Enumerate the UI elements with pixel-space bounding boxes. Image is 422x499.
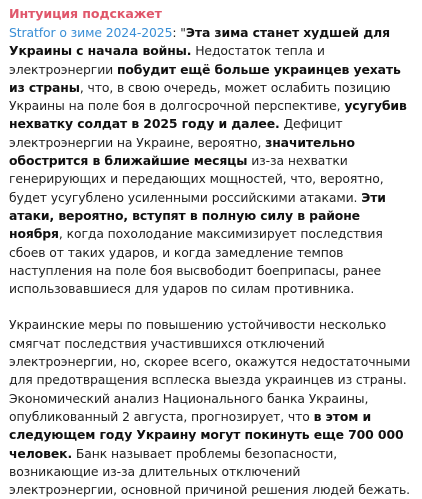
bold-text: Эти атаки, вероятно, вступят в полную силу в районе ноября xyxy=(9,189,386,242)
bold-text: усугубив нехватку солдат в 2025 году и далее. xyxy=(9,98,407,132)
post-link[interactable]: Stratfor о зиме 2024-2025 xyxy=(9,25,173,40)
text-segment: , когда похолодание максимизирует последствия сбоев от таких ударов, и когда замедление темпов наступления на поле боя высвободит боеприпасы, ранее использовавшиеся для ударов по силам противника. xyxy=(9,226,383,297)
channel-name[interactable]: Интуиция подскажет xyxy=(9,6,162,21)
text-segment: Украинские меры по повышению устойчивости несколько смягчат последствия участившихся отключений электроэнергии, но, скорее всего, окажутся недостаточными для предотвращения всплеска выезда украинцев из страны. Экономический анализ Национального банка Украины, опубликованный 2 августа, прогнозирует, что xyxy=(9,317,411,424)
text-segment: Недостаток тепла и электроэнергии xyxy=(9,43,325,77)
text-segment: Дефицит электроэнергии на Украине, вероятно, xyxy=(9,116,343,150)
text-segment: : " xyxy=(172,25,186,40)
bold-text: Эта зима станет худшей для Украины с начала войны. xyxy=(9,25,390,59)
text-segment: , что, в свою очередь, может ослабить позицию Украины на поле боя в долгосрочной перспективе, xyxy=(9,79,391,114)
text-segment: Банк называет проблемы безопасности, возникающие из-за длительных отключений электроэнергии, основной причиной решения людей бежать. xyxy=(9,445,410,498)
post-paragraph xyxy=(9,24,412,298)
post-paragraph xyxy=(9,316,412,499)
bold-text: побудит ещё больше украинцев уехать из страны xyxy=(9,61,401,95)
bold-text: в этом и следующем году Украину могут покинуть еще 700 000 человек. xyxy=(9,408,404,461)
text-segment: из-за нехватки генерирующих и передающих мощностей, что, вероятно, будет усугублено усиленными российскими атаками. xyxy=(9,153,384,205)
post-text xyxy=(9,24,412,499)
bold-text: значительно обострится в ближайшие месяцы xyxy=(9,134,355,169)
